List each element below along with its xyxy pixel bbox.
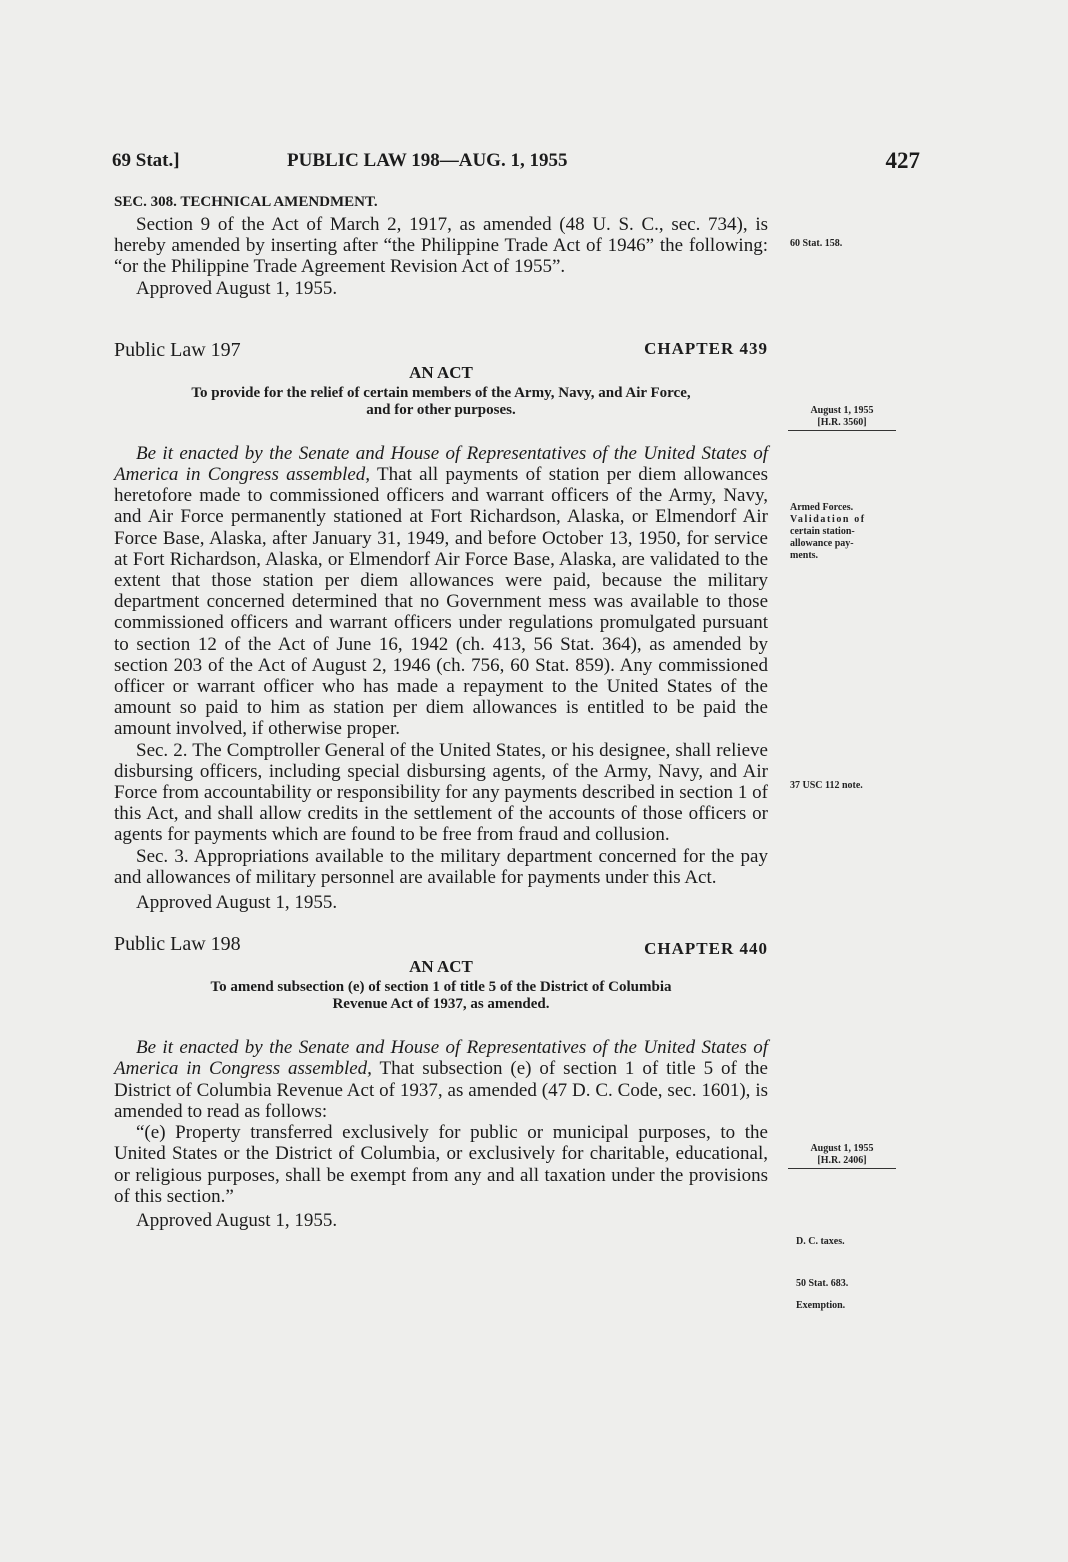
law-198-title: Public Law 198 <box>114 933 241 956</box>
validation-note-line3: allowance pay- <box>790 538 854 549</box>
law-197-heading <box>114 339 768 363</box>
margin-note-50-stat: 50 Stat. 683. <box>796 1278 849 1289</box>
law-197-enacting-clause: Be it enacted by the Senate and House of Representatives of the United States of America in Congress assembled, <box>114 442 768 486</box>
volume-label: 69 Stat.] <box>112 150 180 171</box>
law-197-chapter: CHAPTER 439 <box>644 338 768 358</box>
validation-note-line4: ments. <box>790 550 819 561</box>
margin-note-law-197 <box>788 405 896 431</box>
law-198-enacting-clause: Be it enacted by the Senate and House of Representatives of the United States of America in Congress assembled, <box>114 1037 768 1080</box>
law-198-purpose-line1: To amend subsection (e) of section 1 of title 5 of the District of Columbia <box>210 979 672 996</box>
margin-note-usc: 37 USC 112 note. <box>790 780 863 791</box>
law-197-purpose-line2: and for other purposes. <box>366 401 516 418</box>
law-197-date-box <box>788 405 896 431</box>
margin-note-exemption: Exemption. <box>796 1300 846 1311</box>
law-198-section-1-text: That subsection (e) of section 1 of title 5 of the District of Columbia Revenue Act of 1937, as amended (47 D. C. Code, sec. 1601), is amended to read as follows: <box>114 1058 768 1122</box>
law-198-chapter: CHAPTER 440 <box>644 939 768 959</box>
running-title: PUBLIC LAW 198—AUG. 1, 1955 <box>287 150 568 171</box>
law-198-date-box <box>788 1143 896 1169</box>
law-198-approved: Approved August 1, 1955. <box>136 1209 338 1231</box>
validation-note-line1: Validation of <box>790 514 866 525</box>
law-198-purpose-line2: Revenue Act of 1937, as amended. <box>332 996 550 1013</box>
margin-note-armed-forces <box>790 502 866 562</box>
law-198-purpose <box>114 979 768 1013</box>
law-198-heading <box>114 933 768 957</box>
law-197-bill: [H.R. 3560] <box>817 417 867 428</box>
law-198-date: August 1, 1955 <box>810 1143 874 1154</box>
law-198-act-label: AN ACT <box>409 957 473 977</box>
validation-note-line2: certain station- <box>790 526 855 537</box>
law-197-section-1 <box>114 443 768 740</box>
section-308-approved: Approved August 1, 1955. <box>136 277 338 299</box>
law-197-purpose <box>114 385 768 419</box>
law-197-section-3: Sec. 3. Appropriations available to the military department concerned for the pay and allowances of military personnel are available for payments under this Act. <box>114 845 768 888</box>
law-197-date: August 1, 1955 <box>810 405 874 416</box>
law-198-section-1 <box>114 1037 768 1122</box>
margin-note-60-stat: 60 Stat. 158. <box>790 238 843 249</box>
armed-forces-note: Armed Forces. <box>790 502 854 513</box>
page-number: 427 <box>885 148 920 173</box>
section-308-title: SEC. 308. TECHNICAL AMENDMENT. <box>114 194 378 210</box>
margin-note-dc-taxes: D. C. taxes. <box>796 1236 845 1247</box>
page-header <box>112 150 920 180</box>
law-197-title: Public Law 197 <box>114 338 241 361</box>
law-198-quoted-text: “(e) Property transferred exclusively for public or municipal purposes, to the United States or the District of Columbia, or exclusively for charitable, educational, or religious purposes, shall be exempt from any and all taxation under the provisions of this section.” <box>114 1122 768 1207</box>
margin-note-law-198 <box>788 1143 896 1169</box>
law-197-section-2: Sec. 2. The Comptroller General of the United States, or his designee, shall relieve disbursing officers, including special disbursing agents, of the Army, Navy, and Air Force from accountability or responsibility for any payments described in section 1 of this Act, and shall allow credits in the settlement of the accounts of those officers or agents for payments which are found to be free from fraud and collusion. <box>114 739 768 846</box>
law-197-section-1-text: That all payments of station per diem allowances heretofore made to commissioned officers and warrant officers of the Army, Navy, and Air Force permanently stationed at Fort Richardson, Alaska, or Elmendorf Air Force Base, Alaska, after January 31, 1949, and before October 13, 1950, for service at Fort Richardson, Alaska, or Elmendorf Air Force Base, Alaska, are validated to the extent that those station per diem allowances were paid, because the military department concerned determined that no Government mess was available to those commissioned officers and warrant officers under regulations promulgated pursuant to section 12 of the Act of June 16, 1942 (ch. 413, 56 Stat. 364), as amended by section 203 of the Act of August 2, 1946 (ch. 756, 60 Stat. 859). Any commissioned officer or warrant officer who has made a repayment to the United States of the amount so paid to him as station per diem allowances is entitled to be paid the amount involved, if otherwise proper. <box>114 464 768 740</box>
law-198-bill: [H.R. 2406] <box>817 1155 867 1166</box>
section-308-text: Section 9 of the Act of March 2, 1917, as amended (48 U. S. C., sec. 734), is hereby amended by inserting after “the Philippine Trade Act of 1946” the following: “or the Philippine Trade Agreement Revision Act of 1955”. <box>114 214 768 278</box>
law-197-approved: Approved August 1, 1955. <box>136 892 338 914</box>
law-197-purpose-line1: To provide for the relief of certain members of the Army, Navy, and Air Force, <box>191 384 691 401</box>
main-text <box>114 194 768 1231</box>
law-197-act-label: AN ACT <box>409 362 473 382</box>
